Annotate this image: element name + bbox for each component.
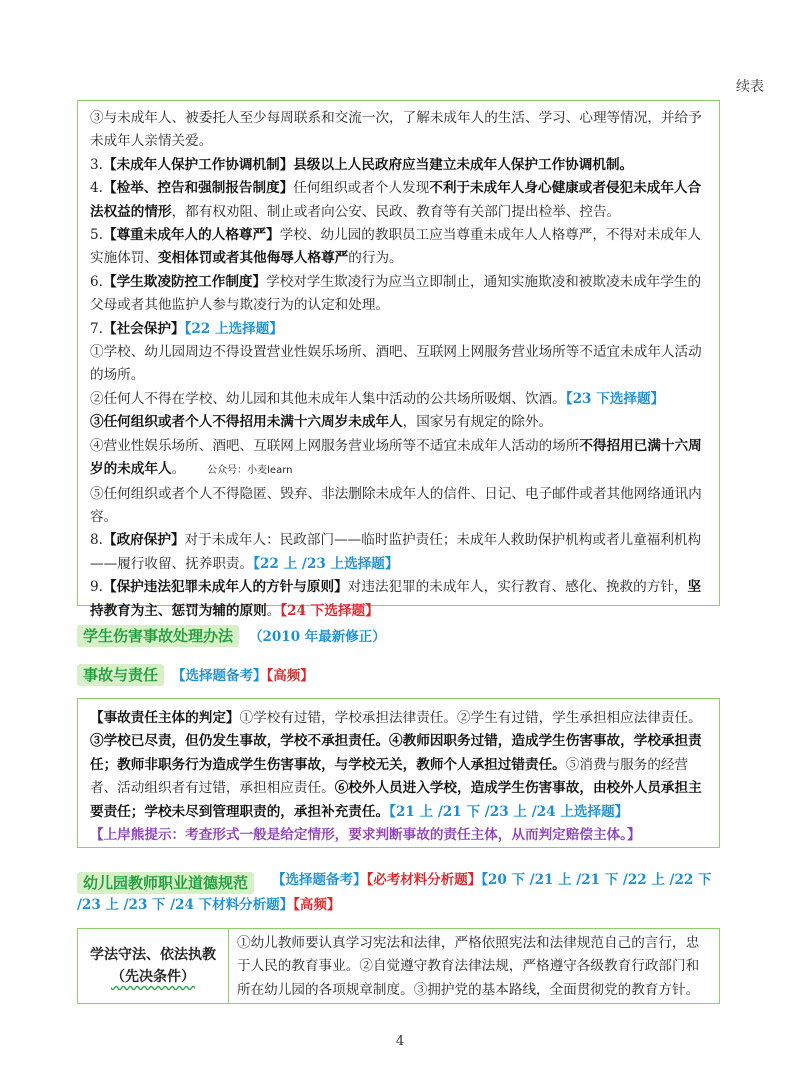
item-5: [90, 224, 709, 271]
ethics-table-right: ①幼儿教师要认真学习宪法和法律，严格依照宪法和法律规范自己的言行，忠于人民的教育事业。②自觉遵守教育法律法规，严格遵守各级教育行政部门和所在幼儿园的各项规章制度。③拥护党的基本路线，全面贯彻党的教育方针。: [237, 935, 700, 998]
item-7-sub1: ①学校、幼儿园周边不得设置营业性娱乐场所、酒吧、互联网上网服务营业场所等不适宜未成年人活动的场所。: [90, 344, 702, 384]
item-7: [90, 318, 709, 341]
section-accident-tag-choice: 【选择题备考】: [172, 668, 267, 684]
ethics-tag-material: 【必考材料分析题】: [366, 872, 482, 888]
item-7-num: 7.: [90, 320, 103, 337]
ethics-tag-years: 【20 下 /21 上 /21 下 /22 上 /22 下 /23 上 /23 下 /24 下材料分析题】: [77, 872, 712, 913]
item-7-sub4: [90, 435, 709, 483]
liability-tag: 【21 上 /21 下 /23 上 /24 上选择题】: [389, 803, 629, 820]
section-accident-liability-title: 事故与责任: [77, 664, 164, 686]
item-6: [90, 271, 709, 318]
item-3-title: 【未成年人保护工作协调机制】: [102, 156, 294, 173]
law-content-box: [77, 100, 720, 619]
item-6-title: 【学生欺凌防控工作制度】: [102, 273, 267, 290]
item-8-body: 对于未成年人：民政部门——临时监护责任；未成年人救助保护机构或者儿童福利机构——履行收留、抚养职责。: [90, 532, 702, 572]
item-8-num: 8.: [90, 532, 103, 549]
item-4-body2: ，都有权劝阻、制止或者向公安、民政、教育等有关部门提出检举、控告。: [171, 203, 621, 220]
ethics-tag-choice: 【选择题备考】: [272, 872, 367, 888]
item-7-sub2: [90, 388, 709, 411]
item-4-bold: 不利于未成年人身心健康或者侵犯未成年人合法权益的情形: [90, 180, 702, 220]
item-8-title: 【政府保护】: [102, 532, 185, 549]
liability-p3: ⑤消费与服务的经营者、活动组织者有过错，承担相应责任。: [90, 756, 689, 797]
item-4: [90, 177, 709, 224]
item-5-title: 【尊重未成年人的人格尊严】: [102, 227, 280, 244]
item-5-body1: 学校、幼儿园的教职员工应当尊重未成年人人格尊严，不得对未成年人实施体罚、: [90, 227, 702, 267]
ethics-table: [77, 928, 720, 1004]
watermark-text: 公众号：小麦learn: [207, 465, 293, 477]
ethics-tag-frequent: 【高频】: [293, 897, 341, 913]
section-student-injury-title: 学生伤害事故处理办法: [77, 625, 239, 647]
item-3-num: 3.: [90, 156, 103, 173]
item-7-sub3: [90, 411, 709, 434]
item-7-sub3-bold: ③任何组织或者个人不得招用未满十六周岁未成年人: [90, 414, 403, 431]
item-7-sub5: ⑤任何组织或者个人不得隐匿、毁弃、非法删除未成年人的信件、日记、电子邮件或者其他网络通讯内容。: [90, 485, 702, 525]
item-4-body1: 任何组织或者个人发现: [293, 180, 430, 197]
item-7-sub2-tag: 【23 下选择题】: [565, 390, 665, 407]
item-9-tag: 【24 下选择题】: [280, 602, 379, 619]
item-7-tag: 【22 上选择题】: [184, 320, 283, 337]
item-4-title: 【检举、控告和强制报告制度】: [102, 180, 294, 197]
item-8-tag: 【22 上 /23 上选择题】: [253, 555, 399, 572]
item-9-title: 【保护违法犯罪未成年人的方针与原则】: [102, 579, 348, 596]
item-9: [90, 576, 709, 623]
item-9-body2: 。: [266, 602, 281, 619]
item-9-body1: 对违法犯罪的未成年人，实行教育、感化、挽救的方针，: [347, 579, 688, 596]
item-5-body2: 的行为。: [348, 250, 403, 267]
continued-label: 续表: [736, 79, 764, 95]
liability-p2: ③学校已尽责，但仍发生事故，学校不承担责任。④教师因职务过错，造成学生伤害事故，学校承担责任；教师非职务行为造成学生伤害事故，与学校无关，教师个人承担过错责任。: [90, 733, 702, 773]
item-3-3: ③与未成年人、被委托人至少每周联系和交流一次，了解未成年人的生活、学习、心理等情况，并给予未成年人亲情关爱。: [90, 110, 702, 150]
ethics-table-left-sub: （先决条件）: [111, 969, 195, 985]
item-8: [90, 529, 709, 576]
item-5-num: 5.: [90, 227, 103, 244]
liability-p1: ①学校有过错，学校承担法律责任。②学生有过错，学生承担相应法律责任。: [239, 710, 702, 726]
ethics-table-left: [78, 929, 229, 1003]
section-student-injury: [77, 621, 386, 651]
item-7-sub4-end: 。: [171, 461, 186, 478]
section-student-injury-subtitle: （2010 年最新修正）: [249, 629, 386, 645]
item-6-num: 6.: [90, 273, 103, 290]
item-9-bold: 坚持教育为主、惩罚为辅的原则: [90, 579, 702, 619]
item-7-sub2-text: ②任何人不得在学校、幼儿园和其他未成年人集中活动的公共场所吸烟、饮酒。: [90, 390, 566, 407]
liability-p4: ⑥校外人员进入学校，造成学生伤害事故，由校外人员承担主要责任；学校未尽到管理职责的，承担补充责任。: [90, 780, 702, 820]
page-number: 4: [395, 1034, 405, 1049]
section-teacher-ethics-title: 幼儿园教师职业道德规范: [77, 872, 254, 894]
liability-title: 【事故责任主体的判定】: [90, 710, 240, 726]
item-6-body: 学校对学生欺凌行为应当立即制止，通知实施欺凌和被欺凌未成年学生的父母或者其他监护人参与欺凌行为的认定和处理。: [90, 273, 702, 314]
ethics-table-left-title: 学法守法、依法执教: [90, 947, 216, 963]
section-accident-tag-frequent: 【高频】: [266, 668, 314, 684]
section-accident-liability: [77, 660, 314, 690]
item-7-title: 【社会保护】: [102, 320, 185, 337]
item-3-body: 县级以上人民政府应当建立未成年人保护工作协调机制。: [293, 156, 634, 173]
item-7-sub4-bold: 不得招用已满十六周岁的未成年人: [90, 437, 702, 478]
item-5-bold: 变相体罚或者其他侮辱人格尊严: [157, 250, 349, 267]
liability-text: [90, 707, 709, 824]
item-9-num: 9.: [90, 579, 103, 596]
item-7-sub3-body: ，国家另有规定的除外。: [402, 414, 553, 431]
section-teacher-ethics-tags: [77, 868, 727, 918]
liability-box: [77, 698, 720, 848]
item-4-num: 4.: [90, 180, 103, 197]
liability-tip: 【上岸熊提示：考查形式一般是给定情形，要求判断事故的责任主体，从而判定赔偿主体。】: [90, 827, 641, 844]
item-7-sub4-body: ④营业性娱乐场所、酒吧、互联网上网服务营业场所等不适宜未成年人活动的场所: [90, 437, 580, 454]
item-3: [90, 154, 709, 177]
